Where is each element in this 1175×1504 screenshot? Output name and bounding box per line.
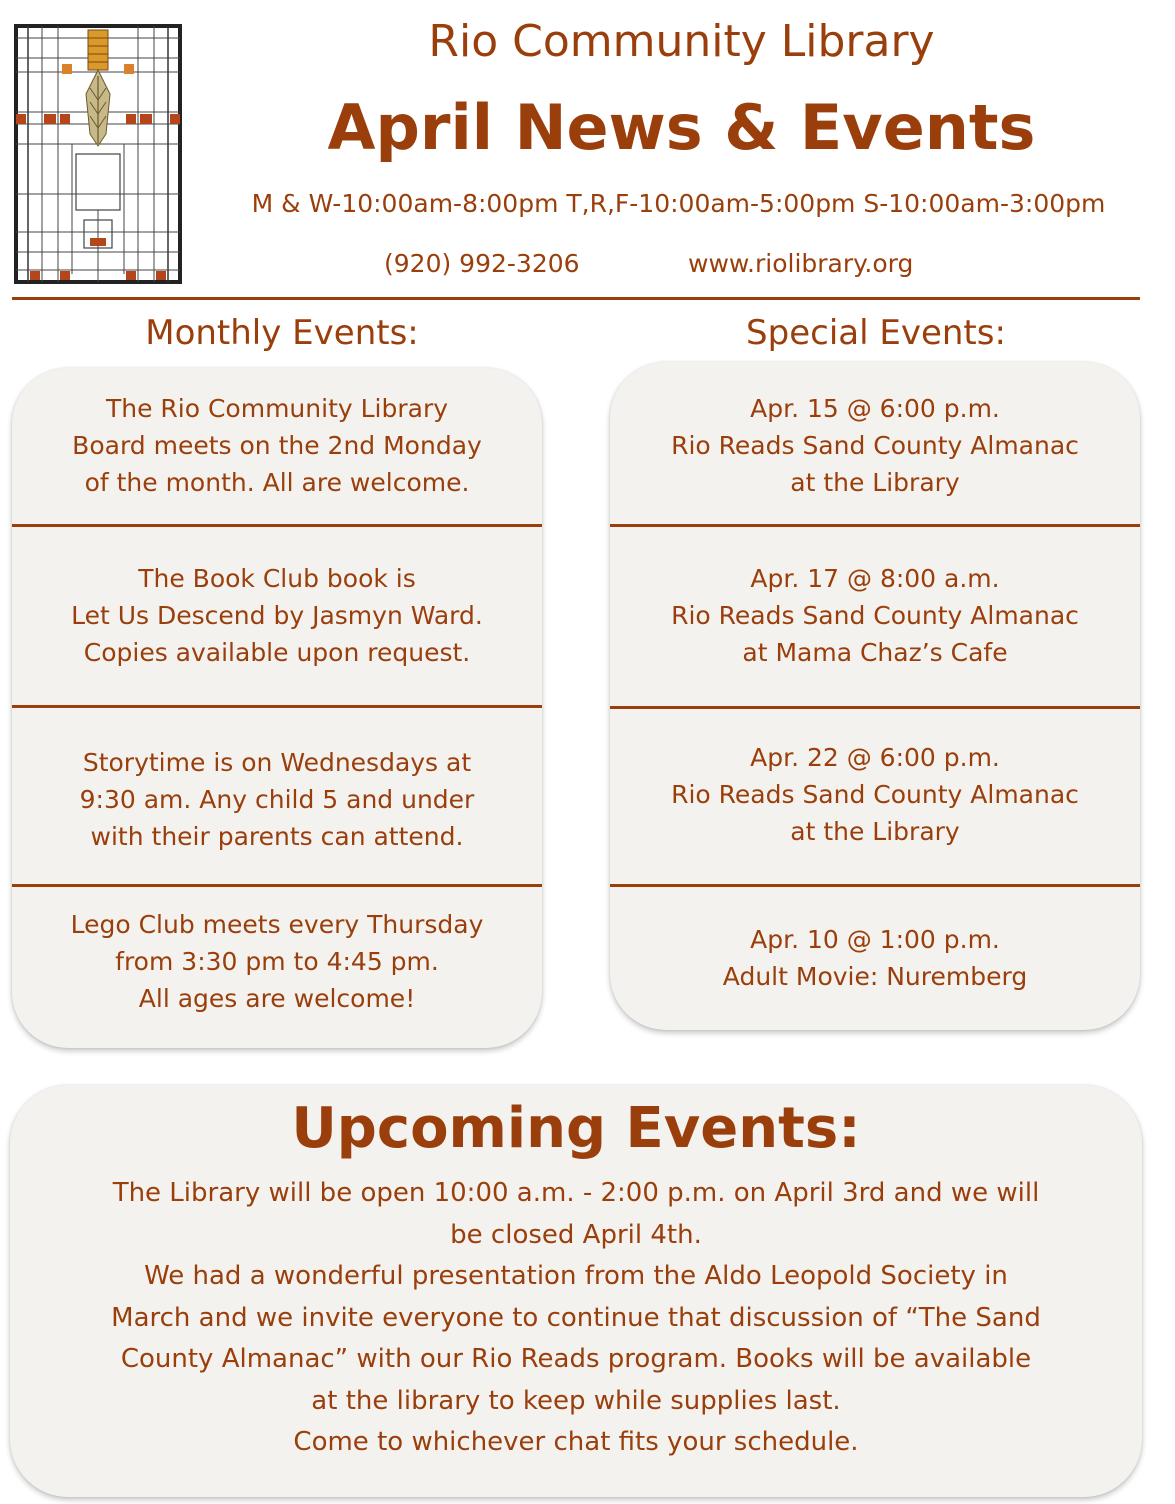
event-divider (12, 524, 542, 527)
upcoming-line: The Library will be open 10:00 a.m. - 2:00 p.m. on April 3rd and we will (112, 1178, 1040, 1208)
event-line: Apr. 17 @ 8:00 a.m. (750, 564, 1000, 593)
event-line: Apr. 22 @ 6:00 p.m. (750, 743, 1000, 772)
event-line: The Rio Community Library (105, 394, 449, 423)
upcoming-line: be closed April 4th. (450, 1219, 702, 1250)
event-line: at the Library (790, 468, 960, 497)
event-line: All ages are welcome! (138, 984, 416, 1013)
special-events-heading: Special Events: (746, 313, 1006, 353)
event-line: at Mama Chaz’s Cafe (742, 638, 1008, 667)
monthly-events-heading: Monthly Events: (145, 313, 419, 353)
event-line: Rio Reads Sand County Almanac (671, 601, 1079, 630)
event-line: at the Library (790, 817, 960, 846)
special-event-item (610, 390, 1140, 501)
event-line: with their parents can attend. (90, 822, 464, 851)
special-event-item (610, 921, 1140, 995)
event-line: Rio Reads Sand County Almanac (671, 431, 1079, 460)
event-line: Lego Club meets every Thursday (70, 910, 484, 939)
monthly-event-item (12, 390, 542, 501)
event-divider (610, 706, 1140, 709)
event-line: from 3:30 pm to 4:45 pm. (115, 947, 439, 976)
website-link[interactable]: www.riolibrary.org (688, 249, 914, 278)
upcoming-line: at the library to keep while supplies last. (311, 1385, 841, 1416)
event-line: Rio Reads Sand County Almanac (671, 780, 1079, 809)
library-hours: M & W-10:00am-8:00pm T,R,F-10:00am-5:00pm S-10:00am-3:00pm (251, 189, 1106, 218)
upcoming-line: March and we invite everyone to continue that discussion of “The Sand (111, 1302, 1041, 1333)
monthly-events-card (12, 368, 542, 1048)
event-line: of the month. All are welcome. (84, 468, 470, 497)
special-events-card (610, 362, 1140, 1030)
monthly-event-item (12, 560, 542, 671)
event-line: Let Us Descend by Jasmyn Ward. (71, 601, 483, 630)
upcoming-events-body (10, 1173, 1142, 1464)
upcoming-line: We had a wonderful presentation from the Aldo Leopold Society in (144, 1261, 1008, 1291)
event-line: Apr. 15 @ 6:00 p.m. (750, 394, 1000, 423)
upcoming-events-title: Upcoming Events: (291, 1096, 861, 1161)
event-line: Adult Movie: Nuremberg (722, 962, 1028, 991)
event-line: Copies available upon request. (83, 638, 471, 667)
special-event-item (610, 560, 1140, 671)
event-divider (12, 705, 542, 708)
event-line: Storytime is on Wednesdays at (82, 748, 472, 777)
event-line: Board meets on the 2nd Monday (72, 431, 482, 460)
header-divider (12, 297, 1140, 300)
monthly-event-item (12, 906, 542, 1017)
monthly-event-item (12, 744, 542, 855)
event-divider (610, 884, 1140, 887)
page-title: April News & Events (327, 91, 1036, 164)
event-line: Apr. 10 @ 1:00 p.m. (750, 925, 1000, 954)
event-line: The Book Club book is (138, 564, 416, 593)
upcoming-line: Come to whichever chat fits your schedule. (293, 1427, 859, 1457)
upcoming-line: County Almanac” with our Rio Reads program. Books will be available (120, 1344, 1032, 1374)
library-name: Rio Community Library (428, 16, 935, 67)
event-divider (610, 524, 1140, 527)
event-divider (12, 884, 542, 887)
stained-glass-window-icon (14, 24, 182, 284)
event-line: 9:30 am. Any child 5 and under (79, 785, 475, 814)
upcoming-events-card (10, 1085, 1142, 1497)
special-event-item (610, 739, 1140, 850)
phone-number: (920) 992-3206 (384, 249, 580, 278)
